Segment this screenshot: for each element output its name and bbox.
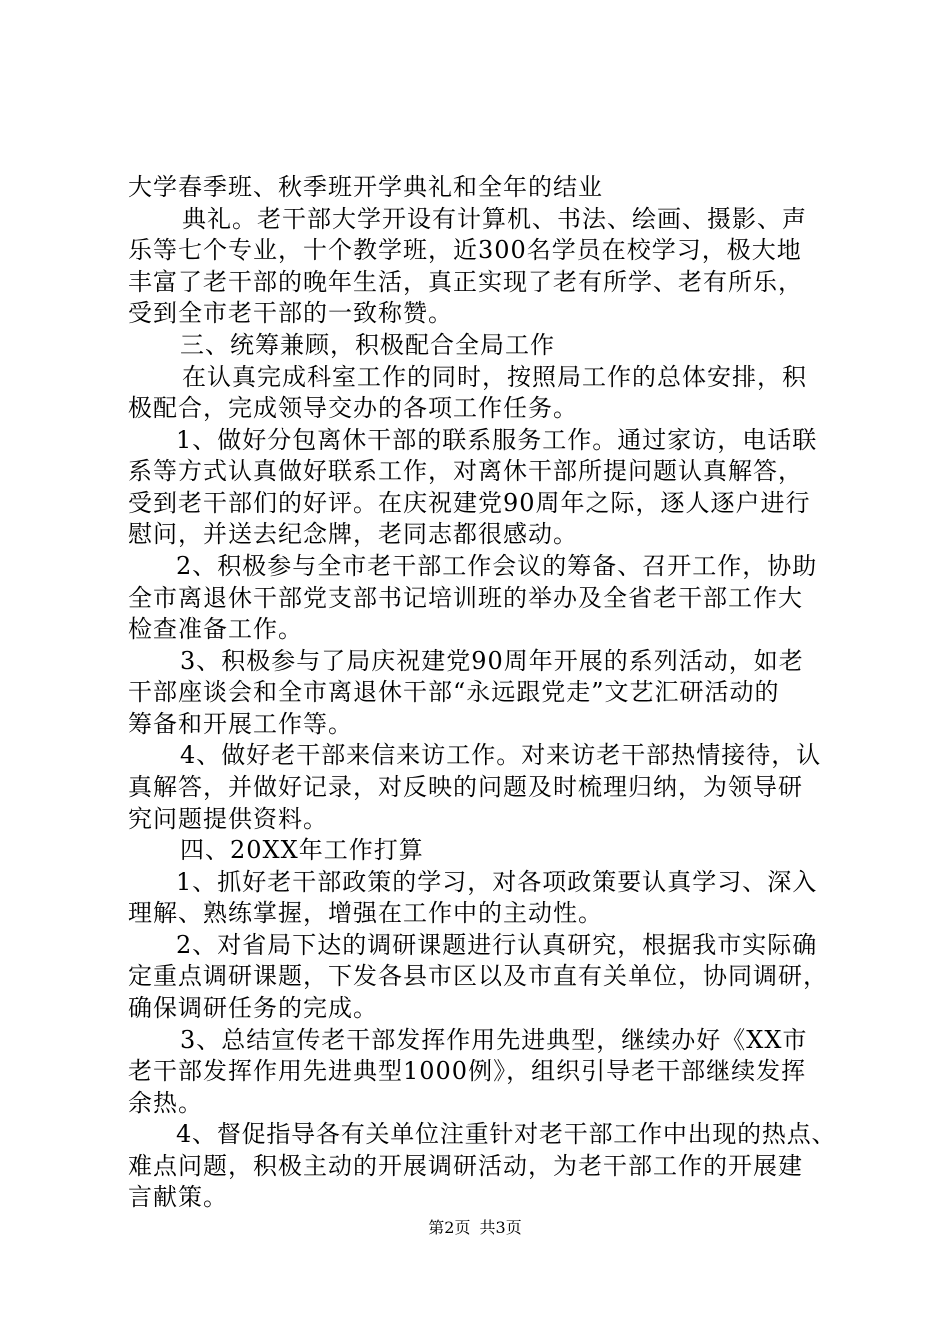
text-line: 全市离退休干部党支部书记培训班的举办及全省老干部工作大 bbox=[128, 584, 803, 612]
text-line: 1、抓好老干部政策的学习，对各项政策要认真学习、深入 bbox=[176, 868, 818, 896]
text-line: 3、总结宣传老干部发挥作用先进典型，继续办好《XX市 bbox=[180, 1026, 808, 1054]
text-line: 在认真完成科室工作的同时，按照局工作的总体安排，积 bbox=[182, 363, 807, 391]
text-line: 确保调研任务的完成。 bbox=[128, 994, 378, 1022]
text-line: 4、督促指导各有关单位注重针对老干部工作中出现的热点、 bbox=[176, 1120, 837, 1148]
text-line: 典礼。老干部大学开设有计算机、书法、绘画、摄影、声 bbox=[182, 205, 807, 233]
page-number: 第2页 bbox=[428, 1218, 471, 1237]
text-line: 慰问，并送去纪念牌，老同志都很感动。 bbox=[128, 520, 578, 548]
text-line: 4、做好老干部来信来访工作。对来访老干部热情接待，认 bbox=[180, 741, 822, 769]
text-line: 大学春季班、秋季班开学典礼和全年的结业 bbox=[128, 173, 603, 201]
text-line: 2、对省局下达的调研课题进行认真研究，根据我市实际确 bbox=[176, 931, 818, 959]
text-line: 理解、熟练掌握，增强在工作中的主动性。 bbox=[128, 899, 603, 927]
text-line: 受到全市老干部的一致称赞。 bbox=[128, 299, 453, 327]
text-line: 受到老干部们的好评。在庆祝建党90周年之际，逐人逐户进行 bbox=[128, 489, 811, 517]
text-line: 真解答，并做好记录，对反映的问题及时梳理归纳，为领导研 bbox=[128, 773, 803, 801]
page-footer bbox=[0, 1218, 950, 1238]
text-line: 2、积极参与全市老干部工作会议的筹备、召开工作，协助 bbox=[176, 552, 818, 580]
section-heading: 三、统筹兼顾，积极配合全局工作 bbox=[180, 331, 555, 359]
text-line: 言献策。 bbox=[128, 1183, 228, 1211]
text-line: 3、积极参与了局庆祝建党90周年开展的系列活动，如老 bbox=[180, 647, 804, 675]
text-line: 1、做好分包离休干部的联系服务工作。通过家访，电话联 bbox=[176, 426, 818, 454]
text-line: 干部座谈会和全市离退休干部“永远跟党走”文艺汇研活动的 bbox=[128, 678, 780, 706]
text-line: 究问题提供资料。 bbox=[128, 805, 328, 833]
text-line: 丰富了老干部的晚年生活，真正实现了老有所学、老有所乐， bbox=[128, 268, 803, 296]
text-line: 系等方式认真做好联系工作，对离休干部所提问题认真解答， bbox=[128, 457, 803, 485]
text-line: 老干部发挥作用先进典型1000例》，组织引导老干部继续发挥 bbox=[128, 1057, 807, 1085]
text-line: 极配合，完成领导交办的各项工作任务。 bbox=[128, 394, 578, 422]
text-line: 难点问题，积极主动的开展调研活动，为老干部工作的开展建 bbox=[128, 1152, 803, 1180]
text-line: 余热。 bbox=[128, 1089, 203, 1117]
page-total: 共3页 bbox=[479, 1218, 522, 1237]
text-line: 乐等七个专业，十个教学班，近300名学员在校学习，极大地 bbox=[128, 236, 802, 264]
text-line: 定重点调研课题，下发各县市区以及市直有关单位，协同调研， bbox=[128, 962, 828, 990]
section-heading: 四、20XX年工作打算 bbox=[180, 836, 424, 864]
text-line: 筹备和开展工作等。 bbox=[128, 710, 353, 738]
text-line: 检查准备工作。 bbox=[128, 615, 303, 643]
